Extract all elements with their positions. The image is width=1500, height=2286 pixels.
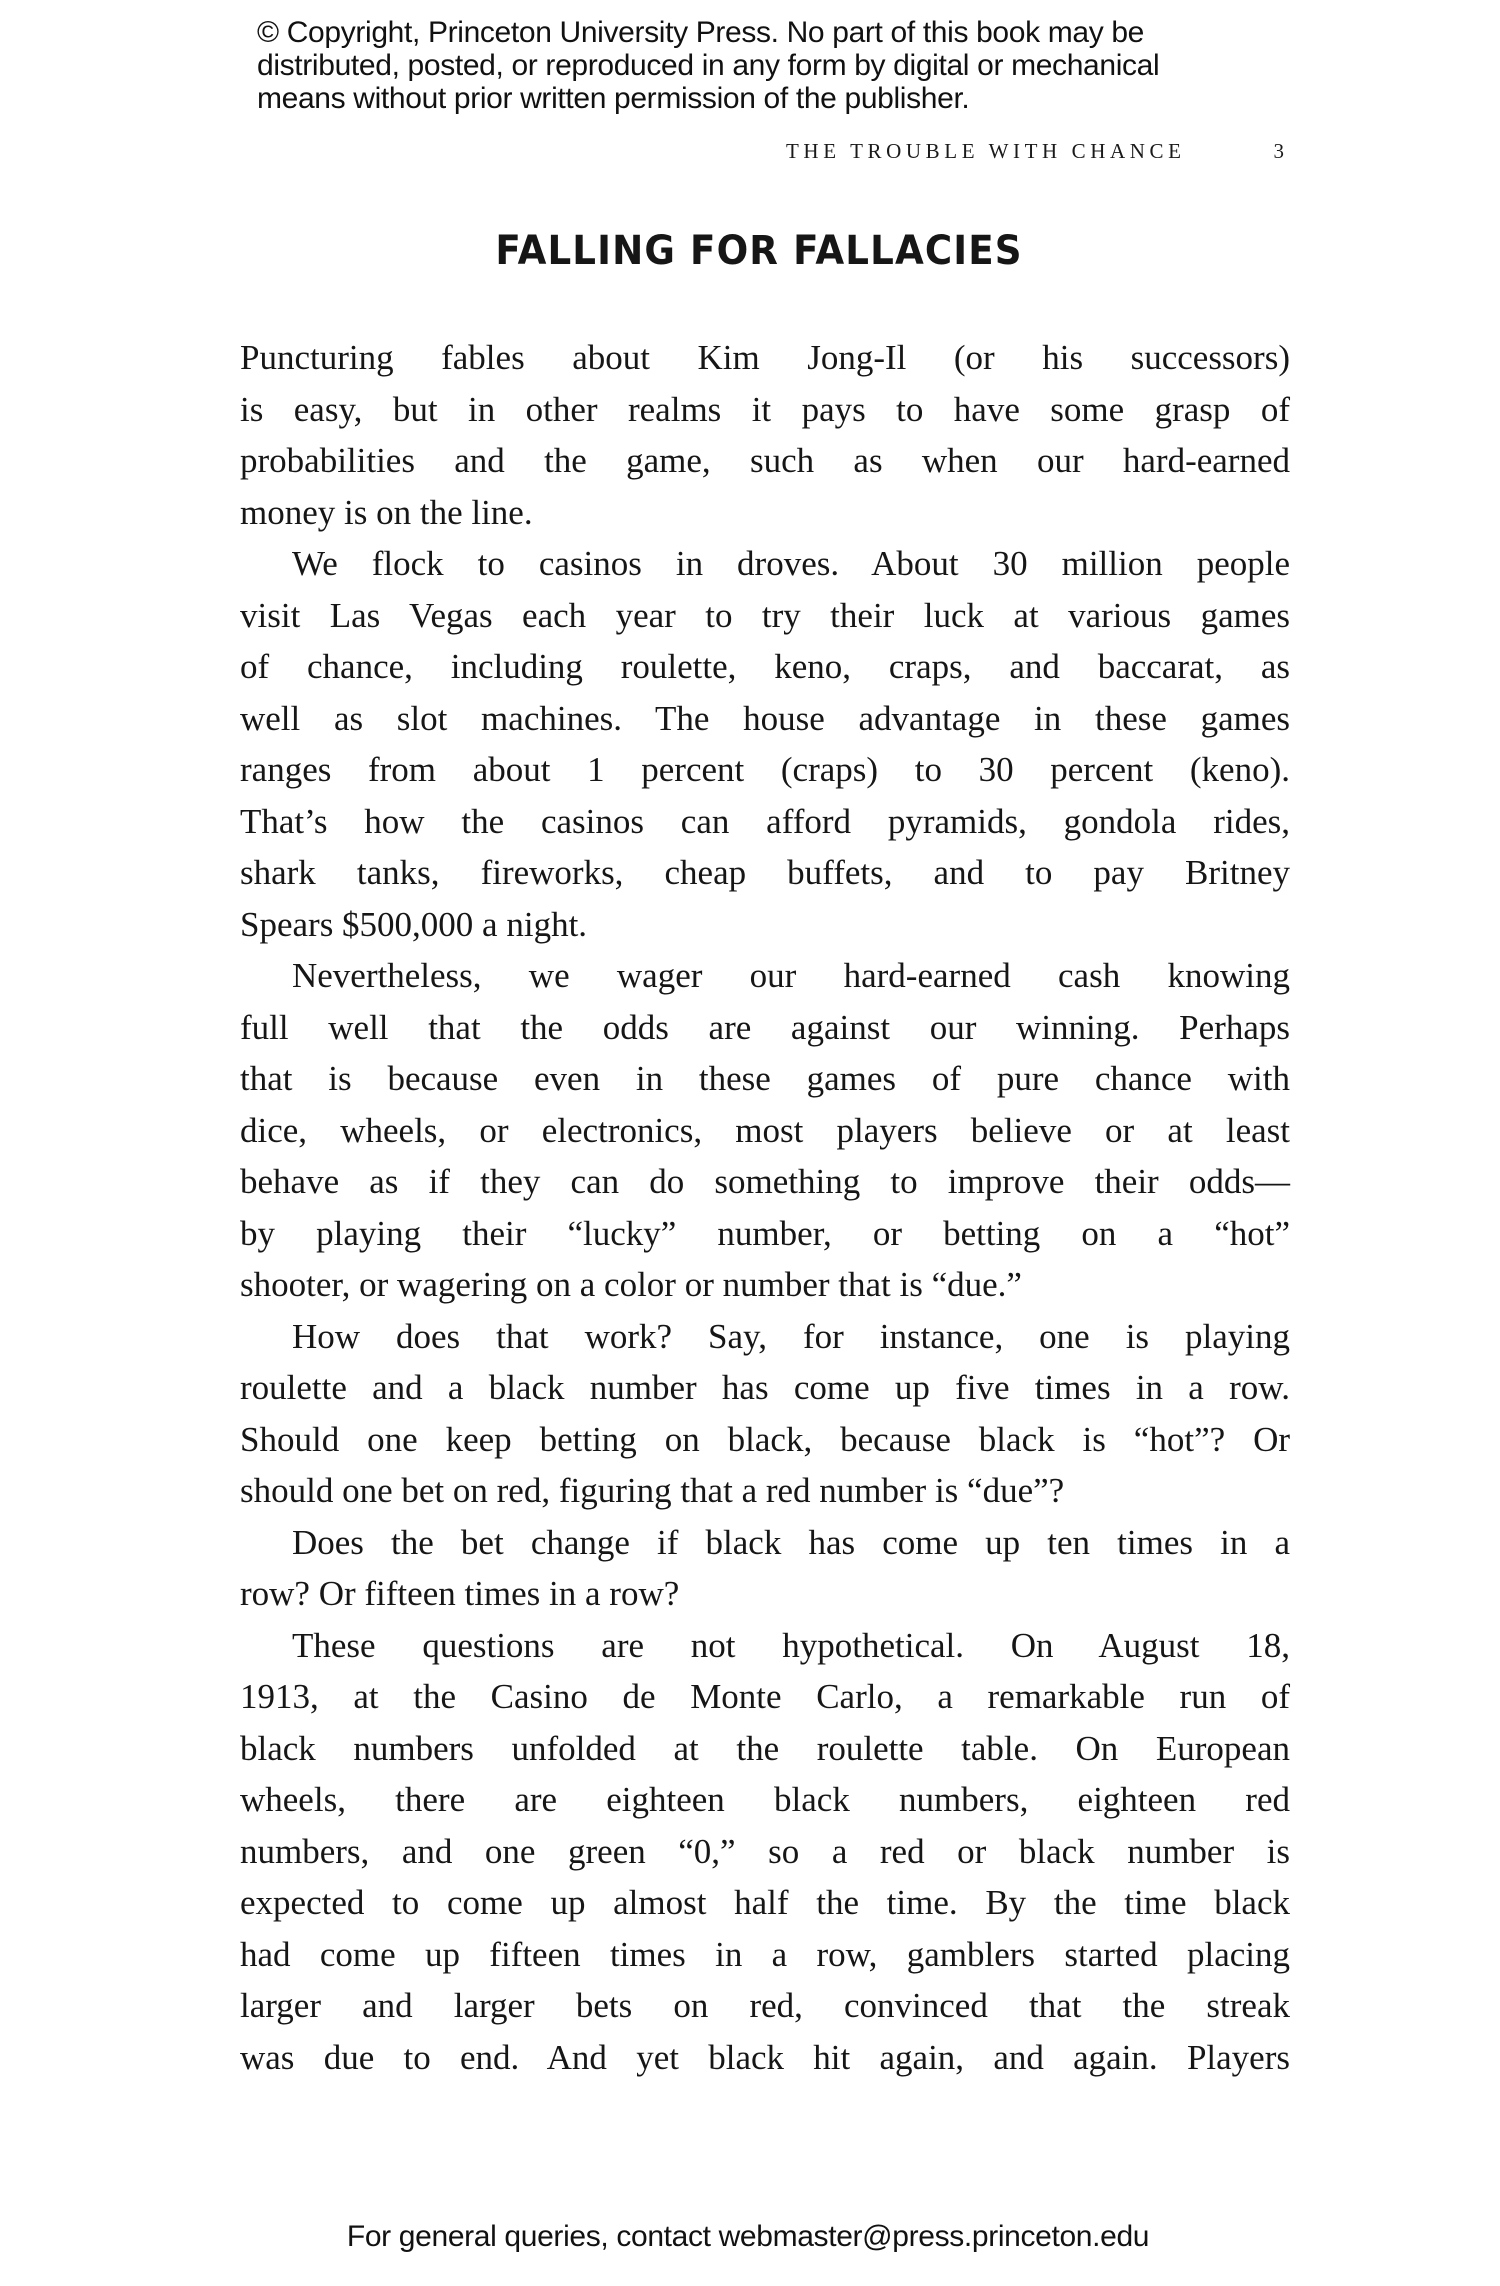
text-line: had come up fifteen times in a row, gamblers started placing xyxy=(240,1934,1290,1974)
copyright-line: means without prior written permission of the publisher. xyxy=(257,82,970,115)
text-line: dice, wheels, or electronics, most players believe or at least xyxy=(240,1110,1290,1150)
text-line: was due to end. And yet black hit again, and again. Players xyxy=(240,2037,1290,2077)
text-line: numbers, and one green “0,” so a red or black number is xyxy=(240,1831,1290,1871)
text-line: that is because even in these games of pure chance with xyxy=(240,1059,1290,1098)
text-line: well as slot machines. The house advantage in these games xyxy=(240,698,1290,738)
text-line: is easy, but in other realms it pays to have some grasp of xyxy=(240,389,1290,429)
text-line: by playing their “lucky” number, or betting on a “hot” xyxy=(240,1213,1290,1253)
text-line: larger and larger bets on red, convinced that the streak xyxy=(240,1986,1290,2025)
copyright-line: distributed, posted, or reproduced in any form by digital or mechanical xyxy=(257,49,1160,82)
text-line: That’s how the casinos can afford pyramids, gondola rides, xyxy=(240,801,1290,841)
text-line: row? Or fifteen times in a row? xyxy=(240,1574,680,1613)
copyright-notice xyxy=(257,16,1297,115)
text-line: full well that the odds are against our winning. Perhaps xyxy=(240,1007,1290,1047)
text-line: expected to come up almost half the time. By the time black xyxy=(240,1883,1290,1922)
text-line: roulette and a black number has come up five times in a row. xyxy=(240,1368,1290,1407)
text-line: shark tanks, fireworks, cheap buffets, and to pay Britney xyxy=(240,853,1290,892)
text-line: shooter, or wagering on a color or number that is “due.” xyxy=(240,1265,1022,1304)
text-line: money is on the line. xyxy=(240,492,533,532)
text-line: ranges from about 1 percent (craps) to 30 percent (keno). xyxy=(240,750,1290,789)
text-line: behave as if they can do something to improve their odds— xyxy=(240,1162,1290,1201)
text-line: should one bet on red, figuring that a red number is “due”? xyxy=(240,1471,1065,1510)
text-line: These questions are not hypothetical. On August 18, xyxy=(292,1625,1290,1665)
text-line: Nevertheless, we wager our hard-earned cash knowing xyxy=(292,956,1290,995)
text-line: of chance, including roulette, keno, craps, and baccarat, as xyxy=(240,647,1290,686)
section-title: FALLING FOR FALLACIES xyxy=(495,228,1023,274)
text-line: probabilities and the game, such as when our hard-earned xyxy=(240,441,1290,480)
text-line: wheels, there are eighteen black numbers, eighteen red xyxy=(240,1780,1290,1819)
copyright-line: © Copyright, Princeton University Press. No part of this book may be xyxy=(257,16,1145,49)
text-line: Puncturing fables about Kim Jong-Il (or his successors) xyxy=(240,338,1290,377)
text-line: Spears $500,000 a night. xyxy=(240,904,588,944)
footer-contact-note: For general queries, contact webmaster@press.princeton.edu xyxy=(346,2220,1150,2253)
text-line: How does that work? Say, for instance, one is playing xyxy=(292,1316,1290,1356)
running-head-title: THE TROUBLE WITH CHANCE xyxy=(786,139,1186,163)
running-head xyxy=(786,139,1284,169)
text-line: black numbers unfolded at the roulette table. On European xyxy=(240,1728,1290,1768)
text-line: 1913, at the Casino de Monte Carlo, a remarkable run of xyxy=(240,1677,1290,1716)
page-number: 3 xyxy=(1273,139,1284,163)
text-line: Should one keep betting on black, because black is “hot”? Or xyxy=(240,1419,1290,1459)
text-line: visit Las Vegas each year to try their luck at various games xyxy=(240,595,1290,635)
text-line: We flock to casinos in droves. About 30 million people xyxy=(292,544,1290,583)
text-line: Does the bet change if black has come up ten times in a xyxy=(292,1522,1290,1562)
